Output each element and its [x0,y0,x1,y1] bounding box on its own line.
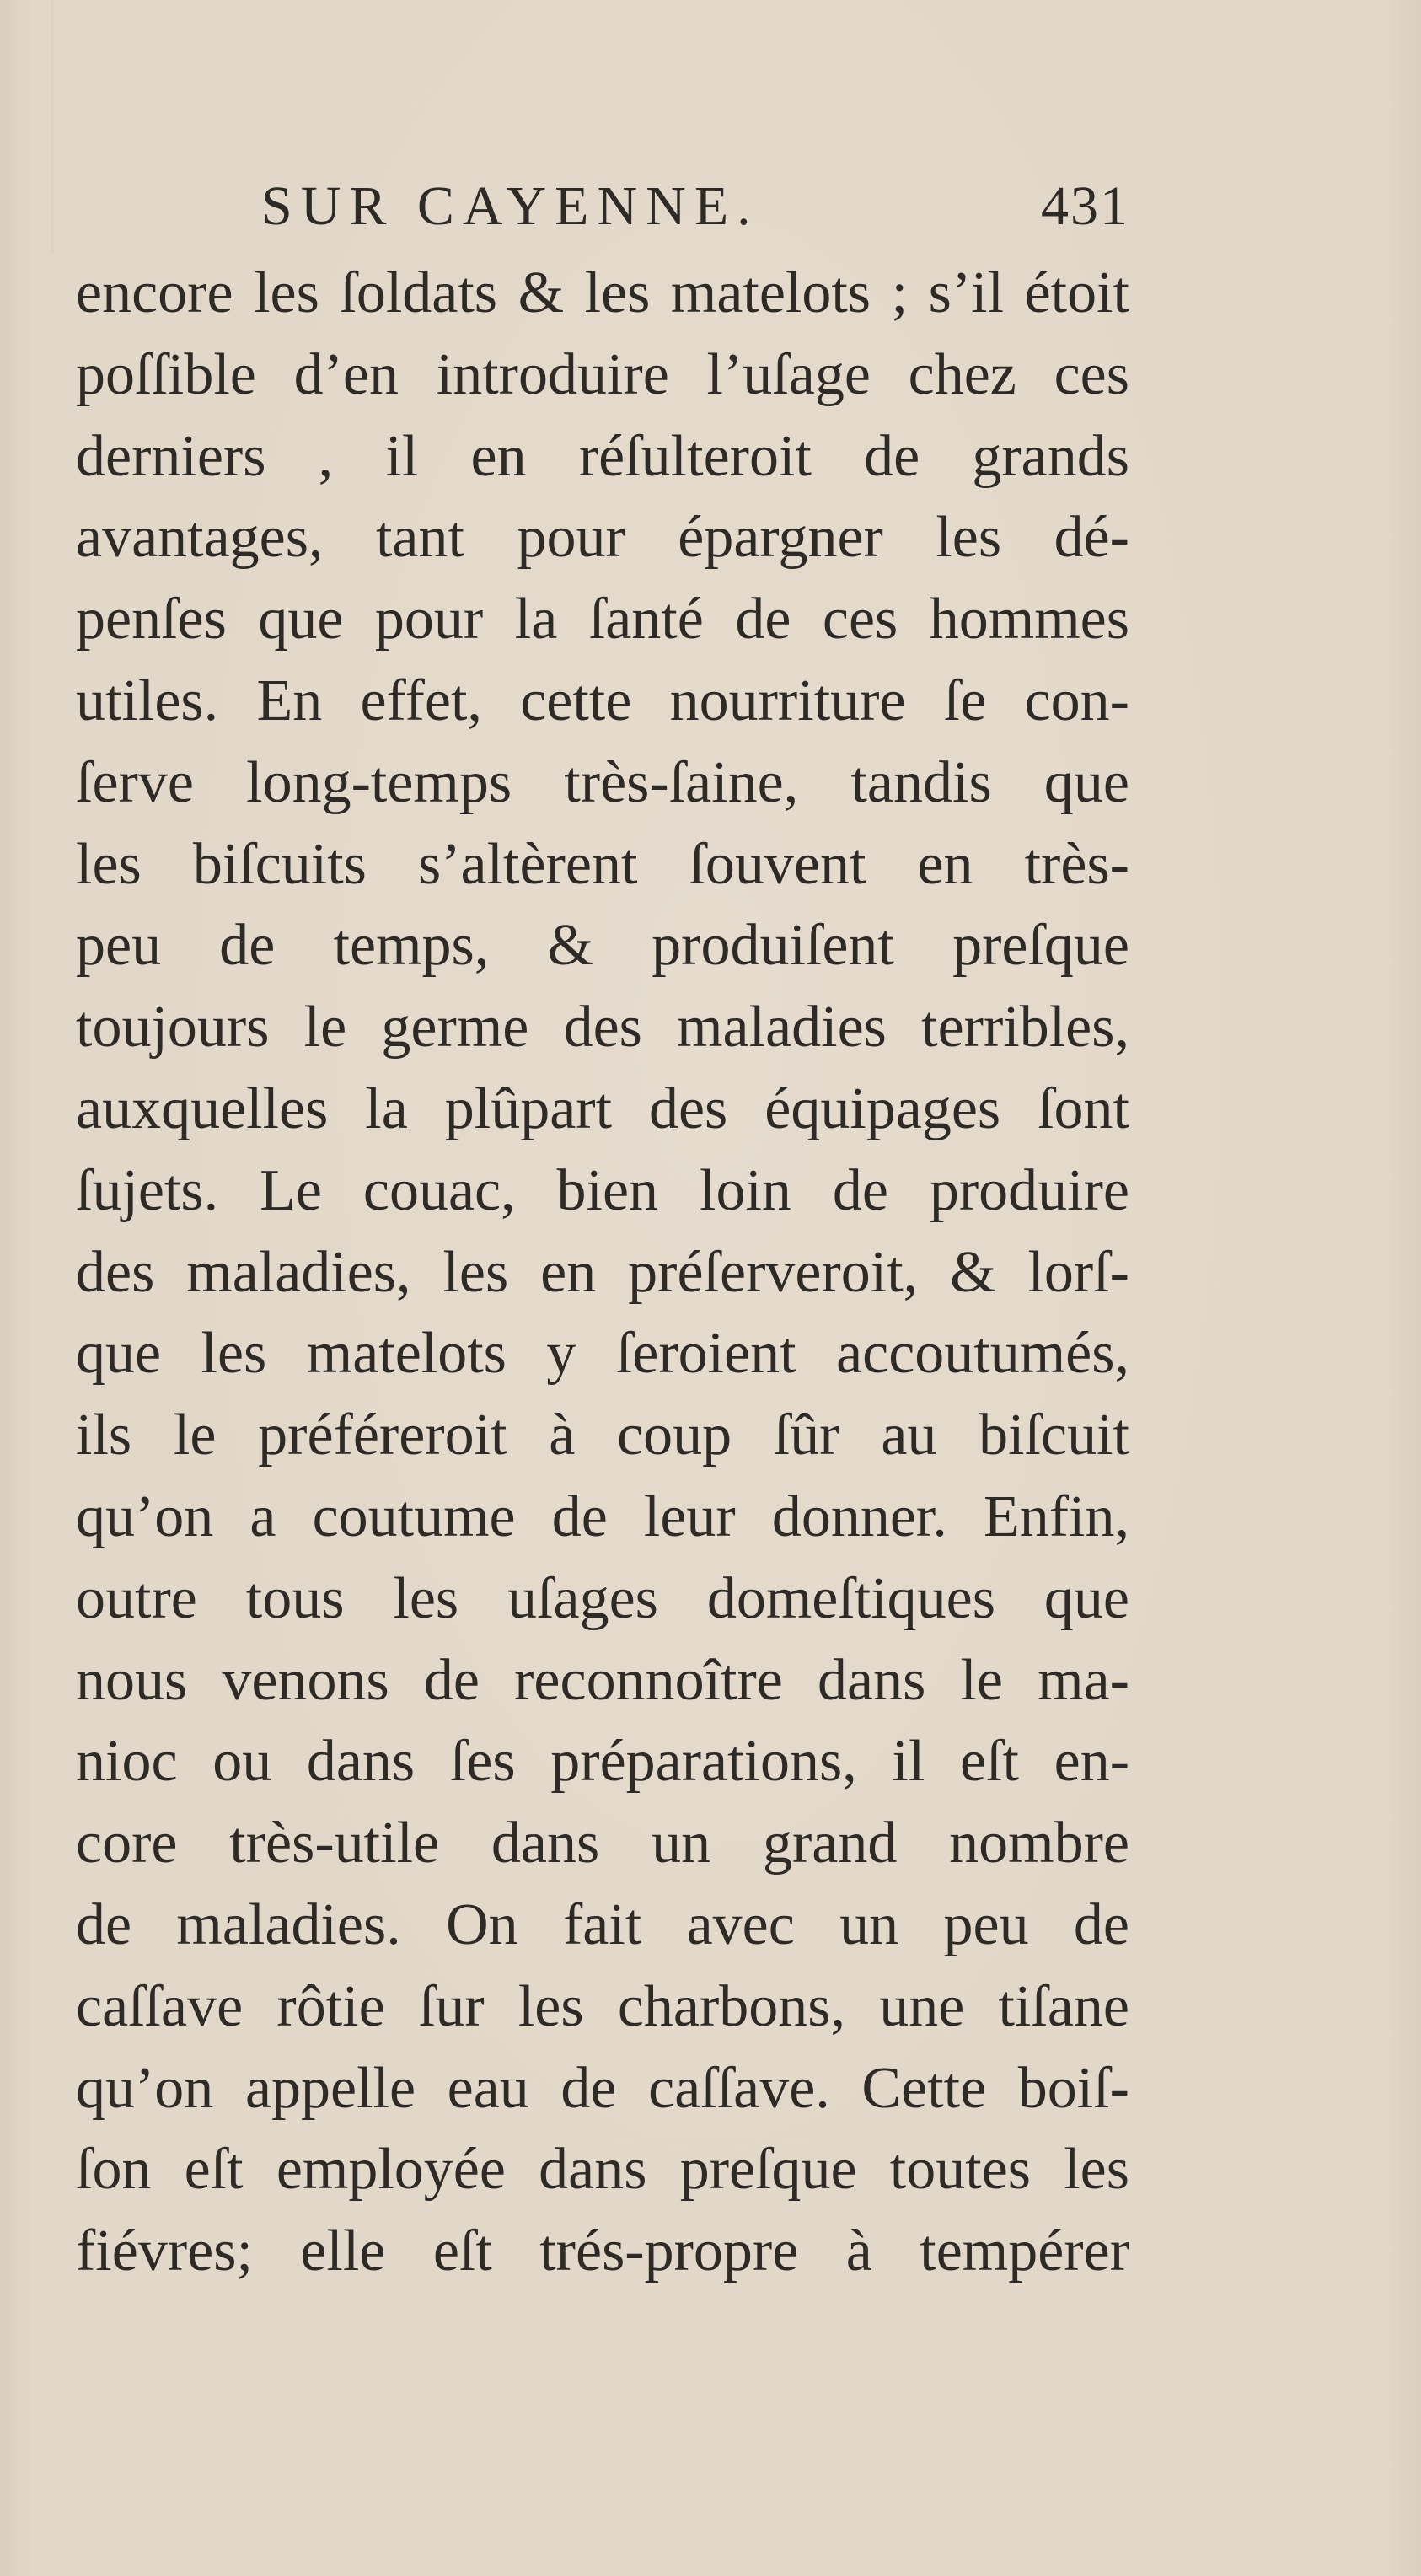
text-line: de maladies. On fait avec un peu de [76,1892,1129,1957]
text-line: caſſave rôtie ſur les charbons, une tiſane [76,1973,1129,2039]
text-line: encore les ſoldats & les matelots ; s’il étoit [76,260,1129,325]
page-edge-shading [51,0,54,253]
text-line: poſſible d’en introduire l’uſage chez ces [76,341,1129,407]
text-line: ils le préféreroit à coup ſûr au biſcuit [76,1403,1129,1468]
text-line: derniers , il en réſulteroit de grands [76,423,1129,489]
text-line: nous venons de reconnoître dans le ma- [76,1647,1129,1713]
text-line: utiles. En effet, cette nourriture ſe con- [76,668,1129,733]
text-line: ſerve long-temps très-ſaine, tandis que [76,749,1129,815]
text-line: des maladies, les en préſerveroit, & lorſ- [76,1239,1129,1305]
text-line: avantages, tant pour épargner les dé- [76,505,1129,571]
text-line: ſujets. Le couac, bien loin de produire [76,1157,1129,1223]
page-number: 431 [1041,175,1129,237]
text-line: ſon eſt employée dans preſque toutes les [76,2137,1129,2203]
text-line: les biſcuits s’altèrent ſouvent en très- [76,831,1129,897]
text-line: que les matelots y ſeroient accoutumés, [76,1321,1129,1387]
body-text [76,253,1129,2293]
text-line: core très-utile dans un grand nombre [76,1811,1129,1876]
text-line: fiévres; elle eſt trés-propre à tempérer [76,2219,1129,2284]
text-line: peu de temps, & produiſent preſque [76,913,1129,979]
text-line: nioc ou dans ſes préparations, il eſt en- [76,1729,1129,1795]
running-head [76,169,1129,244]
running-head-title: SUR CAYENNE. [261,175,759,237]
text-line: auxquelles la plûpart des équipages ſont [76,1076,1129,1141]
text-line: outre tous les uſages domeſtiques que [76,1565,1129,1631]
text-line: qu’on a coutume de leur donner. Enfin, [76,1484,1129,1549]
text-line: qu’on appelle eau de caſſave. Cette boiſ- [76,2055,1129,2121]
text-line: penſes que pour la ſanté de ces hommes [76,587,1129,652]
text-line: toujours le germe des maladies terribles, [76,995,1129,1060]
